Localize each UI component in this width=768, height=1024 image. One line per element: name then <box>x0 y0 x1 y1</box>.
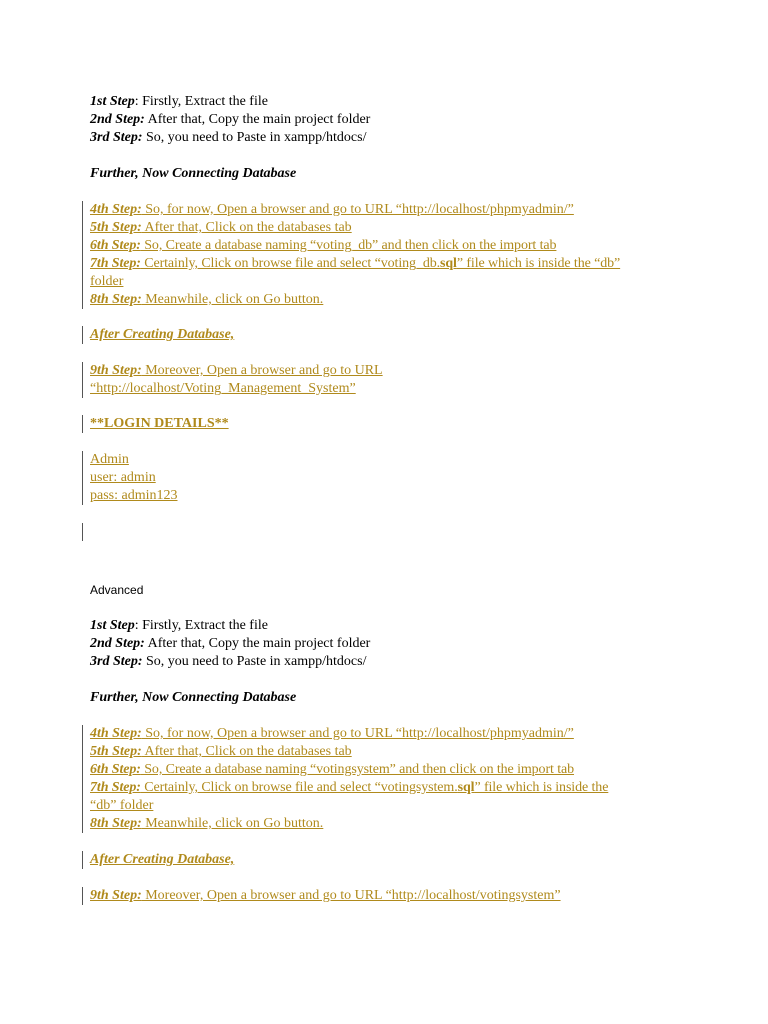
after-db-heading: After Creating Database, <box>90 327 235 342</box>
revision-bar <box>82 362 83 398</box>
step-3 <box>90 129 710 147</box>
basic-steps-2 <box>90 617 710 671</box>
step-7-cont: folder <box>90 274 124 289</box>
revision-bar <box>82 326 83 344</box>
step-4: 4th Step: So, for now, Open a browser and go to URL “http://localhost/phpmyadmin/” <box>90 726 574 741</box>
step-label: 2nd Step: <box>90 112 145 127</box>
step-text: Firstly, Extract the file <box>142 94 268 109</box>
step-7: 7th Step: Certainly, Click on browse file and select “voting_db.sql” file which is inside the “db” <box>90 256 621 271</box>
db-steps <box>90 201 710 309</box>
step-9: 9th Step: Moreover, Open a browser and go to URL <box>90 363 383 378</box>
login-user: user: admin <box>90 470 156 485</box>
step-1: 1st Step: Firstly, Extract the file <box>90 94 268 109</box>
revision-bar <box>82 887 83 905</box>
step-5: 5th Step: After that, Click on the databases tab <box>90 220 352 235</box>
step-4: 4th Step: So, for now, Open a browser and go to URL “http://localhost/phpmyadmin/” <box>90 202 574 217</box>
revision-bar <box>82 201 83 309</box>
step-9-block-2 <box>90 887 710 905</box>
step-5: 5th Step: After that, Click on the databases tab <box>90 744 352 759</box>
revision-bar <box>82 415 83 433</box>
db-heading: Further, Now Connecting Database <box>90 166 297 181</box>
step-2: 2nd Step: After that, Copy the main project folder <box>90 636 371 651</box>
step-label: 1st Step <box>90 94 135 109</box>
step-9: 9th Step: Moreover, Open a browser and go to URL “http://localhost/votingsystem” <box>90 888 561 903</box>
step-9-url: “http://localhost/Voting_Management_System” <box>90 381 356 396</box>
section-title: Advanced <box>90 583 144 597</box>
db-heading-2: Further, Now Connecting Database <box>90 690 297 705</box>
step-text: So, you need to Paste in xampp/htdocs/ <box>146 130 367 145</box>
after-db-heading-2: After Creating Database, <box>90 852 235 867</box>
step-7: 7th Step: Certainly, Click on browse file and select “votingsystem.sql” file which is inside the <box>90 780 609 795</box>
revision-bar <box>82 451 83 505</box>
step-1: 1st Step: Firstly, Extract the file <box>90 618 268 633</box>
login-pass: pass: admin123 <box>90 488 178 503</box>
step-9-block <box>90 362 710 398</box>
step-7-cont: “db” folder <box>90 798 154 813</box>
step-text: After that, Copy the main project folder <box>147 112 371 127</box>
basic-steps <box>90 93 710 147</box>
revision-bar <box>82 851 83 869</box>
step-8: 8th Step: Meanwhile, click on Go button. <box>90 816 324 831</box>
login-role: Admin <box>90 452 129 467</box>
step-3: 3rd Step: So, you need to Paste in xampp/htdocs/ <box>90 654 367 669</box>
step-8: 8th Step: Meanwhile, click on Go button. <box>90 292 324 307</box>
db-steps-2 <box>90 725 710 833</box>
login-details <box>90 451 710 505</box>
login-heading: **LOGIN DETAILS** <box>90 416 229 431</box>
revision-bar <box>82 523 83 541</box>
step-2 <box>90 111 710 129</box>
step-6: 6th Step: So, Create a database naming “voting_db” and then click on the import tab <box>90 238 557 253</box>
revision-bar <box>82 725 83 833</box>
step-label: 3rd Step: <box>90 130 143 145</box>
step-6: 6th Step: So, Create a database naming “votingsystem” and then click on the import tab <box>90 762 575 777</box>
